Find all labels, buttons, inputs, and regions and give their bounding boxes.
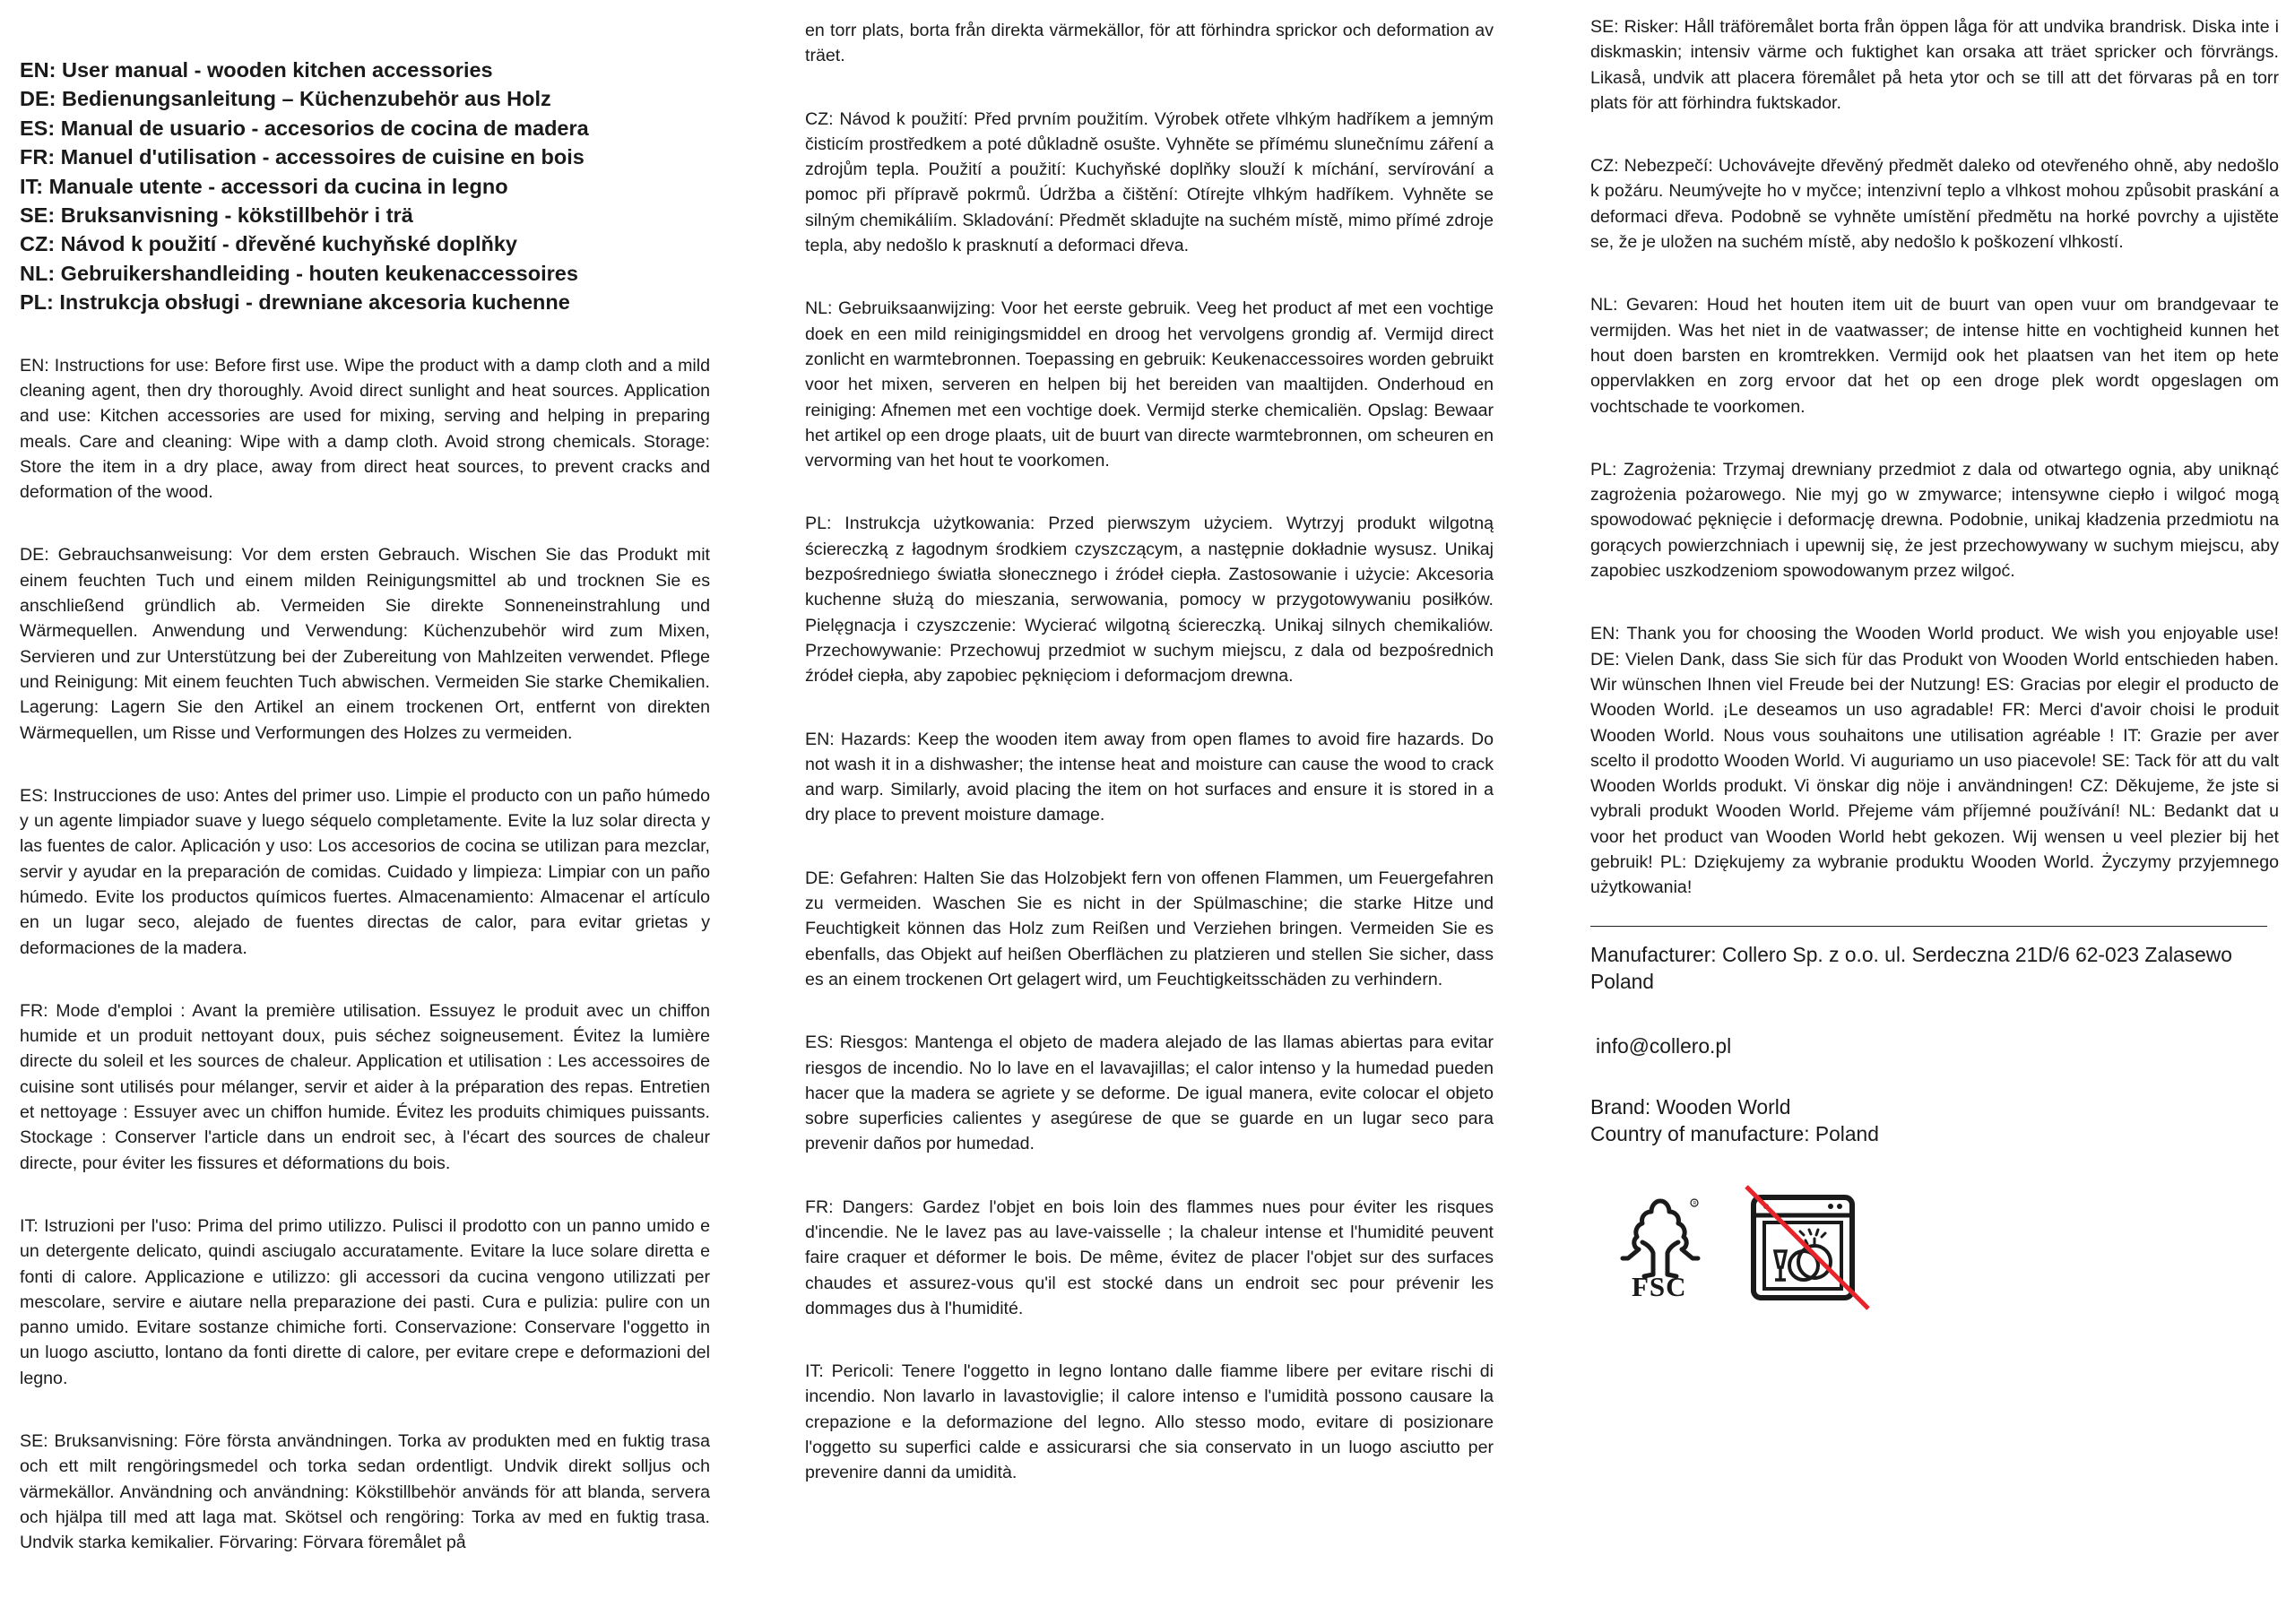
divider-line: [1590, 906, 2267, 927]
title-fr: FR: Manuel d'utilisation - accessoires de cuisine en bois: [20, 145, 585, 169]
manufacturer-text: Manufacturer: Collero Sp. z o.o. ul. Serdeczna 21D/6 62-023 Zalasewo Poland: [1590, 942, 2232, 993]
email-text: info@collero.pl: [1596, 1033, 1732, 1058]
hazards-nl: NL: Gevaren: Houd het houten item uit de buurt van open vuur om brandgevaar te vermijden. Was het niet in de vaatwasser; de intense hitte en vochtigheid kunnen het hout doen barsten en kromtrekken. Vermijd ook het plaatsen van het item op hete oppervlakken en zorg ervoor dat het op een droge plek wordt opgeslagen om vochtschade te voorkomen.: [1590, 295, 2279, 417]
hazards-fr: FR: Dangers: Gardez l'objet en bois loin des flammes nues pour éviter les risques d'incendie. Ne le lavez pas au lave-vaisselle ; la chaleur intense et l'humidité peuvent faire craquer et déformer le bois. De même, évitez de placer l'objet sur des surfaces chaudes et assurez-vous qu'il est stocké dans un endroit sec pour prévenir les dommages dus à l'humidité.: [805, 1196, 1494, 1318]
instructions-es: ES: Instrucciones de uso: Antes del primer uso. Limpie el producto con un paño húmedo y un agente limpiador suave y luego séquelo completamente. Evite la luz solar directa y las fuentes de calor. Aplicación y uso: Los accesorios de cocina se utilizan para mezclar, servir y ayudar en la preparación de comidas. Cuidado y limpieza: Limpiar con un paño húmedo. Evite los productos químicos fuertes. Almacenamiento: Almacenar el artículo en un lugar seco, alejado de fuentes directas de calor, para evitar grietas y deformaciones de la madera.: [20, 785, 710, 958]
title-en: EN: User manual - wooden kitchen accessories: [20, 58, 493, 82]
hazards-en: EN: Hazards: Keep the wooden item away from open flames to avoid fire hazards. Do not wash it in a dishwasher; the intense heat and moisture can cause the wood to crack and warp. Similarly, avoid placing the item on hot surfaces and ensure it is stored in a dry place to prevent moisture damage.: [805, 729, 1494, 825]
column-2: [805, 0, 1494, 1524]
instructions-it: IT: Istruzioni per l'uso: Prima del primo utilizzo. Pulisci il prodotto con un panno umido e un detergente delicato, quindi asciugalo accuratamente. Evitare la luce solare diretta e fonti di calore. Applicazione e utilizzo: gli accessori da cucina vengono utilizzati per mescolare, servire e aiutare nella preparazione dei pasti. Cura e pulizia: pulire con un panno umido. Evitare sostanze chimiche forti. Conservazione: Conservare l'oggetto in un luogo asciutto, lontano da fonti dirette di calore, per evitare crepe e deformazioni del legno.: [20, 1215, 710, 1388]
thank-you-message: EN: Thank you for choosing the Wooden World product. We wish you enjoyable use! DE: Vielen Dank, dass Sie sich für das Produkt von Wooden World entschieden haben. Wir wünschen Ihnen viel Freude bei der Nutzung! ES: Gracias por elegir el producto de Wooden World. ¡Le deseamos un uso agradable! FR: Merci d'avoir choisi le produit Wooden World. Nous vous souhaitons une utilisation agréable ! IT: Grazie per aver scelto il prodotto Wooden World. Vi auguriamo un uso piacevole! SE: Tack för att du valt Wooden Worlds produkt. Vi önskar dig nöje i användningen! CZ: Děkujeme, že jste si vybrali produkt Wooden World. Přejeme vám příjemné používání! NL: Bedankt dat u voor het product van Wooden World hebt gekozen. Wij wensen u veel plezier bij het gebruik! PL: Dziękujemy za wybranie produktu Wooden World. Życzymy przyjemnego użytkowania!: [1590, 624, 2279, 898]
instructions-pl: PL: Instrukcja użytkowania: Przed pierwszym użyciem. Wytrzyj produkt wilgotną ściereczką z łagodnym środkiem czyszczącym, a następnie dokładnie wysusz. Unikaj bezpośredniego światła słonecznego i źródeł ciepła. Zastosowanie i użycie: Akcesoria kuchenne służą do mieszania, serwowania, pomocy w przygotowywaniu posiłków. Pielęgnacja i czyszczenie: Wycierać wilgotną ściereczką. Unikaj silnych chemikaliów. Przechowywanie: Przechowuj przedmiot w suchym miejscu, z dala od bezpośrednich źródeł ciepła, aby zapobiec pęknięciom i deformacjom drewna.: [805, 514, 1494, 687]
svg-text:R: R: [1693, 1200, 1697, 1206]
instructions-nl: NL: Gebruiksaanwijzing: Voor het eerste gebruik. Veeg het product af met een vochtige doek en een mild reinigingsmiddel en droog het vervolgens grondig af. Vermijd direct zonlicht en warmtebronnen. Toepassing en gebruik: Keukenaccessoires worden gebruikt voor het mixen, serveren en helpen bij het bereiden van maaltijden. Onderhoud en reiniging: Afnemen met een vochtige doek. Vermijd sterke chemicaliën. Opslag: Bewaar het artikel op een droge plaats, uit de buurt van directe warmtebronnen, om scheuren en vervorming van het hout te voorkomen.: [805, 298, 1494, 471]
hazards-es: ES: Riesgos: Mantenga el objeto de madera alejado de las llamas abiertas para evitar riesgos de incendio. No lo lave en el lavavajillas; el calor intenso y la humedad pueden hacer que la madera se agriete y se deforme. De igual manera, evite colocar el objeto sobre superficies calientes y asegúrese de que se guarde en un lugar seco para prevenir daños por humedad.: [805, 1032, 1494, 1154]
column-3: [1590, 0, 2279, 1310]
title-it: IT: Manuale utente - accessori da cucina in legno: [20, 174, 508, 198]
hazards-de: DE: Gefahren: Halten Sie das Holzobjekt fern von offenen Flammen, um Feuergefahren zu vermeiden. Waschen Sie es nicht in der Spülmaschine; die starke Hitze und Feuchtigkeit können das Holz zum Reißen und Verziehen bringen. Vermeiden Sie es ebenfalls, das Objekt auf heißen Oberflächen zu platzieren und stellen Sie sicher, dass es an einem trockenen Ort gelagert wird, um Feuchtigkeitsschäden zu verhindern.: [805, 868, 1494, 989]
title-cz: CZ: Návod k použití - dřevěné kuchyňské doplňky: [20, 232, 517, 256]
fsc-label: FSC: [1632, 1270, 1687, 1302]
title-nl: NL: Gebruikershandleiding - houten keukenaccessoires: [20, 261, 578, 285]
instructions-cz: CZ: Návod k použití: Před prvním použitím. Výrobek otřete vlhkým hadříkem a jemným čisticím prostředkem a poté důkladně osušte. Vyhněte se přímému slunečnímu záření a zdrojům tepla. Použití a použití: Kuchyňské doplňky slouží k míchání, servírování a pomoc při přípravě pokrmů. Údržba a čištění: Otírejte vlhkým hadříkem. Vyhněte se silným chemikáliím. Skladování: Předmět skladujte na suchém místě, mimo přímé zdroje tepla, aby nedošlo k prasknutí a deformaci dřeva.: [805, 108, 1494, 256]
no-dishwasher-icon: [1745, 1185, 1870, 1310]
instructions-en: EN: Instructions for use: Before first use. Wipe the product with a damp cloth and a mild cleaning agent, then dry thoroughly. Avoid direct sunlight and heat sources. Application and use: Kitchen accessories are used for mixing, serving and helping in preparing meals. Care and cleaning: Wipe with a damp cloth. Avoid strong chemicals. Storage: Store the item in a dry place, away from direct heat sources, to prevent cracks and deformation of the wood.: [20, 355, 710, 503]
manual-titles: [20, 56, 710, 317]
manufacturer-block: [1590, 941, 2279, 995]
instructions-fr: FR: Mode d'emploi : Avant la première utilisation. Essuyez le produit avec un chiffon humide et un produit nettoyant doux, puis séchez soigneusement. Évitez la lumière directe du soleil et les sources de chaleur. Application et utilisation : Les accessoires de cuisine sont utilisés pour mélanger, servir et aider à la préparation des repas. Entretien et nettoyage : Essuyer avec un chiffon humide. Évitez les produits chimiques puissants. Stockage : Conserver l'article dans un endroit sec, à l'écart des sources de chaleur directe, pour éviter les fissures et déformations du bois.: [20, 1000, 710, 1173]
instructions-se: SE: Bruksanvisning: Före första användningen. Torka av produkten med en fuktig trasa och ett milt rengöringsmedel och torka sedan ordentligt. Undvik direkt solljus och värmekällor. Användning och användning: Kökstillbehör används för att blanda, servera och hjälpa till med att laga mat. Skötsel och rengöring: Torka av med en fuktig trasa. Undvik starka kemikalier. Förvaring: Förvara föremålet på: [20, 1431, 710, 1553]
hazards-pl: PL: Zagrożenia: Trzymaj drewniany przedmiot z dala od otwartego ognia, aby uniknąć zagrożenia pożarowego. Nie myj go w zmywarce; intensywne ciepło i wilgoć mogą spowodować pęknięcie i deformację drewna. Podobnie, unikaj kładzenia przedmiotu na gorących powierzchniach i upewnij się, że jest przechowywany w suchym miejscu, aby zapobiec uszkodzeniom spowodowanym przez wilgoć.: [1590, 459, 2279, 582]
title-de: DE: Bedienungsanleitung – Küchenzubehör aus Holz: [20, 87, 551, 111]
hazards-se: SE: Risker: Håll träföremålet borta från öppen låga för att undvika brandrisk. Diska inte i diskmaskin; intensiv värme och fuktighet kan orsaka att träet spricker och förvrängs. Likaså, undvik att placera föremålet på heta ytor och se till att det förvaras på en torr plats för att förhindra fuktskador.: [1590, 17, 2279, 113]
brand-block: [1590, 1093, 2279, 1147]
instructions-de: DE: Gebrauchsanweisung: Vor dem ersten Gebrauch. Wischen Sie das Produkt mit einem feuchten Tuch und einem milden Reinigungsmittel ab und trocknen Sie es anschließend gründlich ab. Vermeiden Sie direkte Sonneneinstrahlung und Wärmequellen. Anwendung und Verwendung: Küchenzubehör wird zum Mixen, Servieren und zur Unterstützung bei der Zubereitung von Mahlzeiten verwendet. Pflege und Reinigung: Mit einem feuchten Tuch abwischen. Vermeiden Sie starke Chemikalien. Lagerung: Lagern Sie den Artikel an einem trockenen Ort, entfernt von direkten Wärmequellen, um Risse und Verformungen des Holzes zu vermeiden.: [20, 545, 710, 743]
title-es: ES: Manual de usuario - accesorios de cocina de madera: [20, 116, 589, 140]
hazards-cz: CZ: Nebezpečí: Uchovávejte dřevěný předmět daleko od otevřeného ohně, aby nedošlo k požáru. Neumývejte ho v myčce; intenzivní teplo a vlhkost mohou způsobit praskání a deformaci dřeva. Podobně se vyhněte umístění předmětu na horké povrchy a ujistěte se, že je uložen na suchém místě, aby nedošlo k poškození vlhkostí.: [1590, 156, 2279, 253]
country-text: Country of manufacture: Poland: [1590, 1121, 1879, 1145]
instructions-se-continued: en torr plats, borta från direkta värmekällor, för att förhindra sprickor och deformation av träet.: [805, 21, 1494, 66]
brand-text: Brand: Wooden World: [1590, 1094, 1791, 1119]
title-pl: PL: Instrukcja obsługi - drewniane akcesoria kuchenne: [20, 290, 570, 315]
column-1: [20, 0, 710, 1594]
title-se: SE: Bruksanvisning - kökstillbehör i trä: [20, 203, 413, 228]
hazards-it: IT: Pericoli: Tenere l'oggetto in legno lontano dalle fiamme libere per evitare rischi di incendio. Non lavarlo in lavastoviglie; il calore intenso e l'umidità possono causare la crepazione e la deformazione del legno. Allo stesso modo, evitare di posizionare l'oggetto su superfici calde e assicurarsi che sia conservato in un luogo asciutto per prevenire danni da umidità.: [805, 1361, 1494, 1483]
symbols-row: [1590, 1185, 2279, 1310]
